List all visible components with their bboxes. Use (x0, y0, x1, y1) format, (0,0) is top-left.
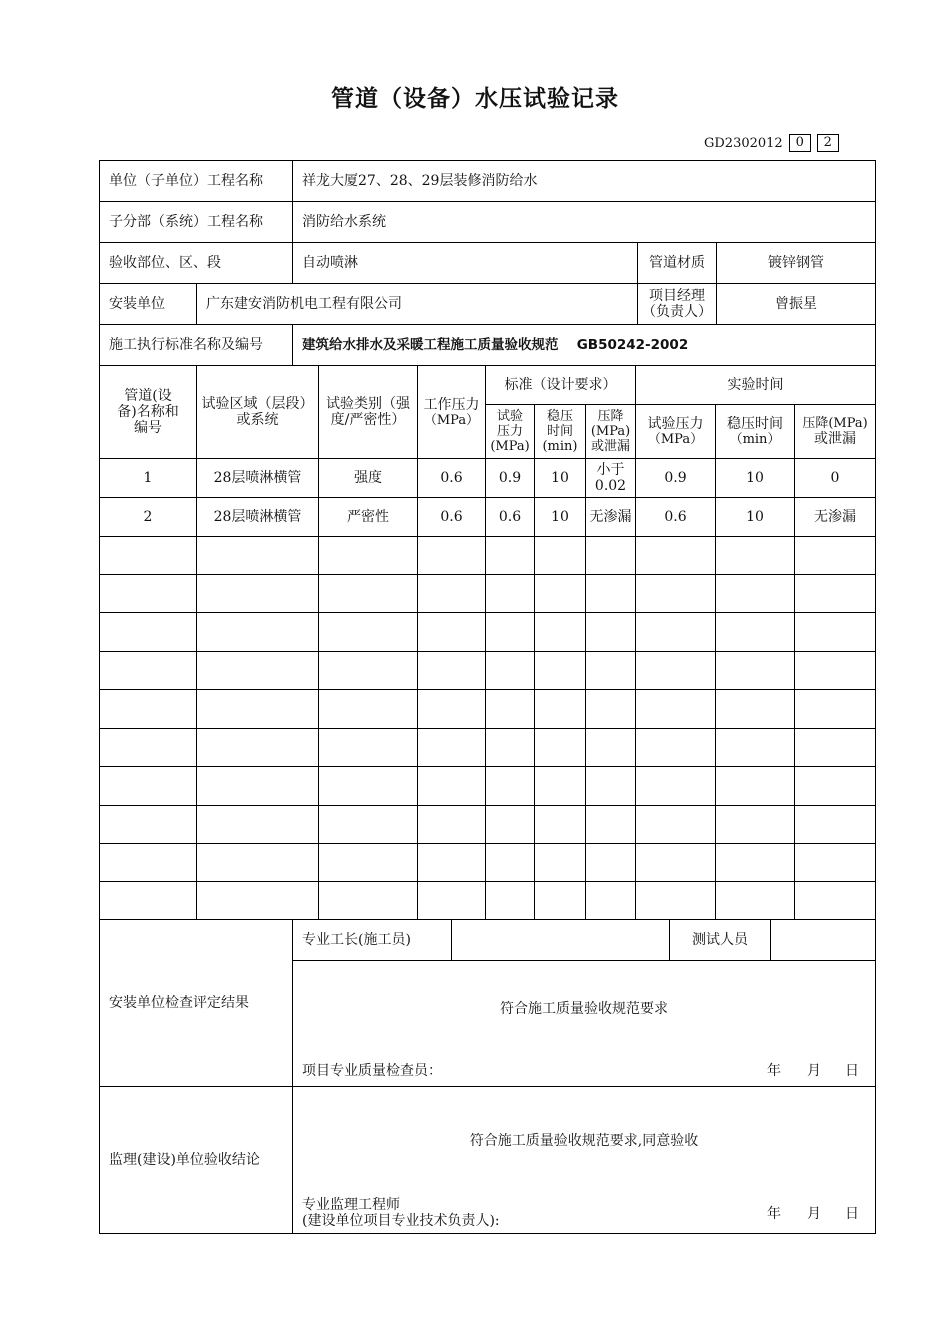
install-date-day: 日 (845, 1063, 859, 1079)
header-std-pressure-drop: 压降 (MPa) 或泄漏 (590, 409, 631, 454)
header-pipe-name: 管道(设 备)名称和 编号 (117, 388, 179, 436)
table-row-1-std-drop: 小于 0.02 (594, 462, 627, 494)
table-row-2-act-time: 10 (746, 509, 764, 525)
manager-label (638, 284, 716, 324)
form-code-box-1: 0 (789, 134, 811, 152)
table-row-2-area: 28层喷淋横管 (213, 509, 302, 525)
pipe-material-label: 管道材质 (649, 255, 705, 271)
header-test-area: 试验区域（层段） 或系统 (201, 396, 314, 428)
table-row-2-std-pressure: 0.6 (498, 509, 522, 525)
table-row-1-area: 28层喷淋横管 (213, 470, 302, 486)
header-act-hold-time: 稳压时间 （min） (727, 416, 783, 447)
standard-value: 建筑给水排水及采暖工程施工质量验收规范 GB50242-2002 (302, 337, 689, 353)
foreman-value[interactable] (452, 920, 669, 960)
table-row-2-no: 2 (143, 509, 153, 525)
table-row-2-act-drop: 无渗漏 (814, 509, 856, 525)
header-std-test-pressure: 试验 压力 (MPa) (490, 409, 530, 454)
inspection-part-label: 验收部位、区、段 (109, 255, 221, 271)
table-row-1-no: 1 (143, 470, 153, 486)
install-section-label: 安装单位检查评定结果 (109, 995, 249, 1011)
table-row-1-work-pressure: 0.6 (440, 470, 463, 486)
manager-label-line2: （负责人） (642, 304, 712, 320)
table-row-1-std-pressure: 0.9 (498, 470, 522, 486)
table-row-1-act-time: 10 (746, 470, 764, 486)
pipe-material-value: 镀锌钢管 (768, 255, 824, 271)
subproject-name-value: 消防给水系统 (302, 214, 386, 230)
install-conclusion: 符合施工质量验收规范要求 (500, 1001, 668, 1017)
tester-label: 测试人员 (692, 932, 748, 948)
header-test-category: 试验类别（强 度/严密性） (326, 396, 410, 428)
header-act-test-pressure: 试验压力 （MPa） (647, 416, 704, 447)
manager-value: 曾振星 (775, 296, 817, 312)
table-row-2-act-pressure: 0.6 (664, 509, 687, 525)
manager-label-line1: 项目经理 (649, 288, 705, 304)
table-row-1-act-drop: 0 (830, 470, 840, 486)
supervising-engineer-label: 专业监理工程师 (建设单位项目专业技术负责人): (302, 1197, 500, 1229)
inspection-part-value: 自动喷淋 (302, 255, 358, 271)
standard-label: 施工执行标准名称及编号 (109, 337, 263, 353)
header-act-pressure-drop: 压降(MPa) 或泄漏 (802, 416, 868, 447)
form-code-prefix: GD2302012 (704, 135, 783, 151)
header-actual-group: 实验时间 (727, 377, 784, 393)
project-name-value: 祥龙大厦27、28、29层装修消防给水 (302, 173, 538, 189)
supervision-date-year: 年 (767, 1206, 781, 1222)
table-row-2-std-time: 10 (551, 509, 569, 525)
header-std-hold-time: 稳压 时间 (min) (542, 409, 578, 454)
tester-value[interactable] (771, 920, 875, 960)
table-row-1-act-pressure: 0.9 (664, 470, 687, 486)
table-row-1-category: 强度 (354, 470, 382, 486)
table-row-2-category: 严密性 (347, 509, 389, 525)
project-name-label: 单位（子单位）工程名称 (109, 173, 263, 189)
table-row-1-std-time: 10 (551, 470, 569, 486)
table-row-2-work-pressure: 0.6 (440, 509, 463, 525)
install-date-month: 月 (807, 1063, 821, 1079)
supervision-section-label: 监理(建设)单位验收结论 (109, 1152, 260, 1168)
supervision-conclusion: 符合施工质量验收规范要求,同意验收 (469, 1133, 699, 1149)
form-code-box-2: 2 (817, 134, 839, 152)
subproject-name-label: 子分部（系统）工程名称 (109, 214, 263, 230)
header-standard-group: 标准（设计要求） (504, 377, 617, 393)
install-date-year: 年 (767, 1063, 781, 1079)
supervision-date-day: 日 (845, 1206, 859, 1222)
installer-label: 安装单位 (109, 296, 165, 312)
foreman-label: 专业工长(施工员) (302, 932, 411, 948)
table-row-2-std-drop: 无渗漏 (589, 509, 632, 525)
installer-value: 广东建安消防机电工程有限公司 (206, 296, 402, 312)
inspector-label: 项目专业质量检查员： (302, 1063, 442, 1079)
supervision-date-month: 月 (807, 1206, 821, 1222)
header-work-pressure: 工作压力 （MPa） (423, 396, 480, 428)
page-title: 管道（设备）水压试验记录 (331, 86, 619, 112)
